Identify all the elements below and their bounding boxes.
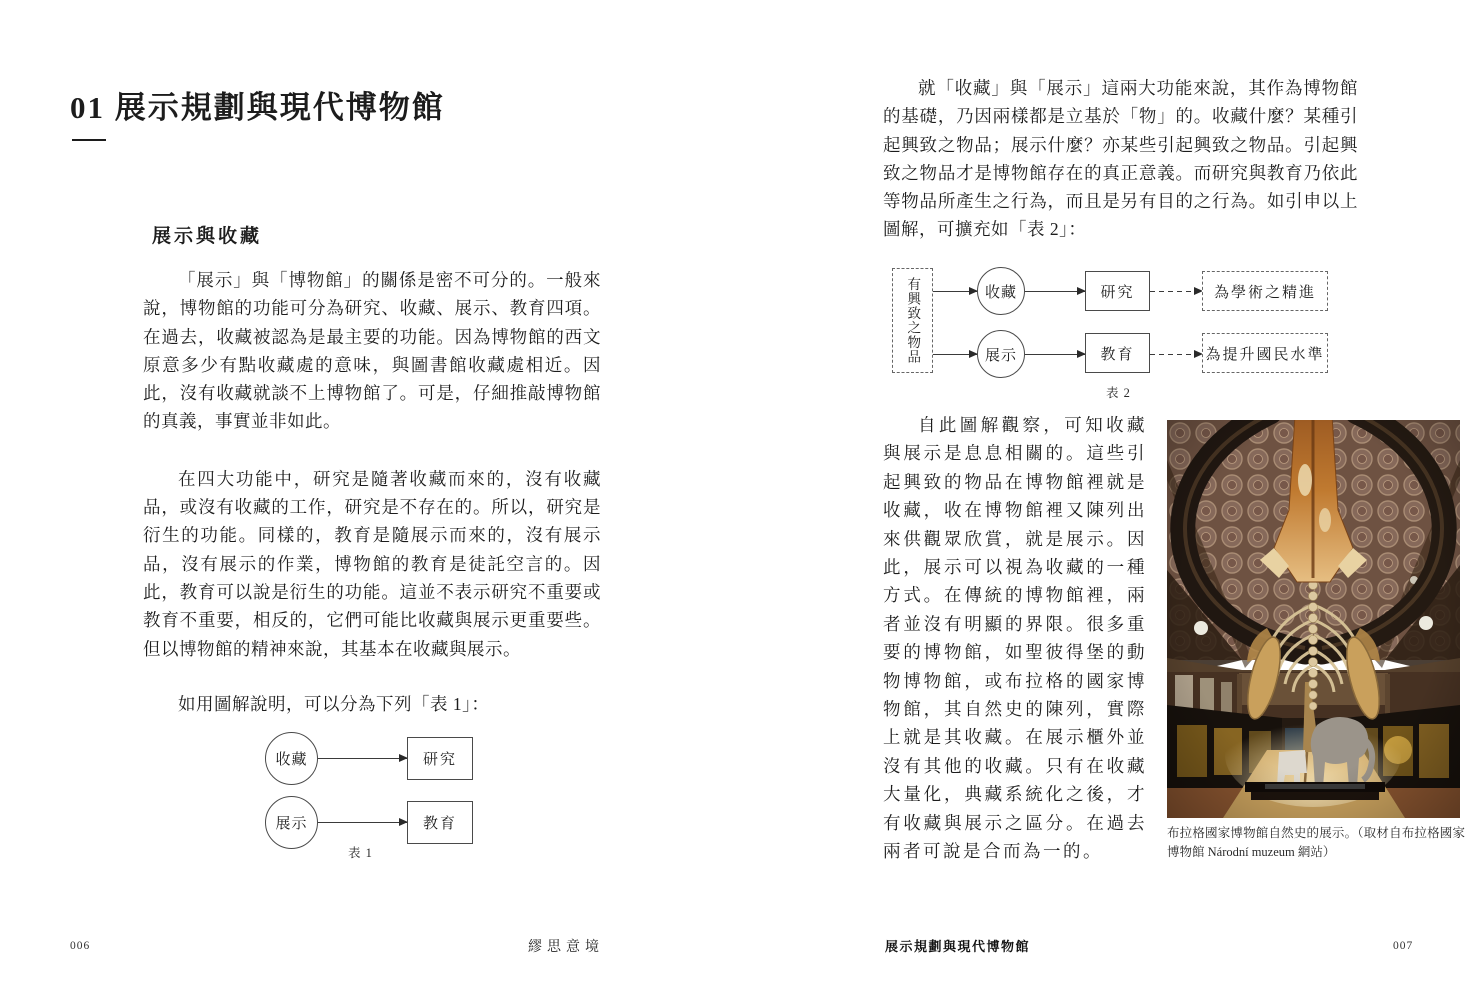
diagram2-node-education <box>1085 333 1150 373</box>
node-label: 展示 <box>275 815 308 832</box>
chapter-title: 01 展示規劃與現代博物館 <box>70 90 445 125</box>
right-page-number: 007 <box>1393 940 1414 952</box>
node-label: 教育 <box>422 815 457 832</box>
left-paragraph-2: 在四大功能中，研究是隨著收藏而來的，沒有收藏品，或沒有收藏的工作，研究是不存在的。所以，研究是衍生的功能。同樣的，教育是隨展示而來的，沒有展示品，沒有展示的作業，博物館的教育是徒託空言的。因此，教育可以說是衍生的功能。這並不表示研究不重要或教育不重要，相反的，它們可能比收藏與展示更重要些。但以博物館的精神來說，其基本在收藏與展示。 <box>143 468 601 659</box>
node-label: 收藏 <box>275 751 308 768</box>
diagram2-node-collection <box>977 267 1025 315</box>
diagram2-node-national <box>1202 333 1328 373</box>
title-rule <box>72 139 106 141</box>
node-label: 為學術之精進 <box>1213 283 1316 301</box>
diagram2-arrow-origin-1 <box>933 291 977 292</box>
photo-caption: 布拉格國家博物館自然史的展示。（取材自布拉格國家博物館 Národní muzeum 網站） <box>1167 826 1465 859</box>
node-label: 收藏 <box>984 283 1017 301</box>
diagram-intro-line: 如用圖解說明，可以分為下列「表 1」： <box>178 693 490 714</box>
diagram1-arrow-2 <box>318 822 407 823</box>
diagram2-origin-box <box>892 268 933 373</box>
diagram1-node-research <box>407 737 473 780</box>
diagram2-caption: 表 2 <box>1106 386 1131 400</box>
node-label: 有興致之物品 <box>905 277 921 364</box>
diagram1-node-exhibition <box>265 796 318 849</box>
diagram2-arrow-mid-2 <box>1025 354 1085 355</box>
node-label: 教育 <box>1100 345 1135 363</box>
diagram2-node-academic <box>1202 271 1328 311</box>
diagram1-node-education <box>407 801 473 844</box>
museum-photo-art <box>1167 420 1460 818</box>
diagram2-dashed-arrow-2 <box>1150 354 1202 355</box>
diagram2-node-exhibition <box>977 330 1025 378</box>
node-label: 研究 <box>1100 283 1135 301</box>
museum-photo <box>1167 420 1460 818</box>
diagram2-arrow-mid-1 <box>1025 291 1085 292</box>
left-body-text <box>143 266 601 718</box>
right-paragraph-1: 就「收藏」與「展示」這兩大功能來說，其作為博物館的基礎，乃因兩樣都是立基於「物」的。收藏什麼？某種引起興致之物品；展示什麼？亦某些引起興致之物品。引起興致之物品才是博物館存在的真正意義。而研究與教育乃依此等物品所產生之行為，而且是另有目的之行為。如引申以上圖解，可擴充如「表 2」： <box>883 78 1358 240</box>
diagram1-caption: 表 1 <box>348 846 373 860</box>
right-running-title: 展示規劃與現代博物館 <box>885 939 1031 954</box>
left-page-number: 006 <box>70 940 91 952</box>
right-column-paragraph: 自此圖解觀察，可知收藏與展示是息息相關的。這些引起興致的物品在博物館裡就是收藏，收在博物館裡又陳列出來供觀眾欣賞，就是展示。因此，展示可以視為收藏的一種方式。在傳統的博物館裡，兩者並沒有明顯的界限。很多重要的博物館，如聖彼得堡的動物博物館，或布拉格的國家博物館，其自然史的陳列，實際上就是其收藏。在展示櫃外並沒有其他的收藏。只有在收藏大量化，典藏系統化之後，才有收藏與展示之區分。在過去兩者可說是合而為一的。 <box>883 415 1147 862</box>
section-heading: 展示與收藏 <box>152 226 263 247</box>
diagram-table1 <box>253 726 483 851</box>
node-label: 為提升國民水準 <box>1205 345 1325 363</box>
diagram-table2 <box>888 262 1338 382</box>
right-narrow-column <box>883 411 1147 866</box>
diagram1-node-collection <box>265 732 318 785</box>
left-running-title: 繆思意境 <box>528 940 604 955</box>
diagram2-dashed-arrow-1 <box>1150 291 1202 292</box>
diagram2-arrow-origin-2 <box>933 354 977 355</box>
diagram1-arrow-1 <box>318 758 407 759</box>
node-label: 展示 <box>984 346 1017 364</box>
node-label: 研究 <box>422 751 457 768</box>
diagram2-node-research <box>1085 271 1150 311</box>
left-paragraph-1: 「展示」與「博物館」的關係是密不可分的。一般來說，博物館的功能可分為研究、收藏、展示、教育四項。在過去，收藏被認為是最主要的功能。因為博物館的西文原意多少有點收藏處的意味，與圖書館收藏處相近。因此，沒有收藏就談不上博物館了。可是，仔細推敲博物館的真義，事實並非如此。 <box>143 270 601 432</box>
right-body-text <box>883 74 1358 244</box>
